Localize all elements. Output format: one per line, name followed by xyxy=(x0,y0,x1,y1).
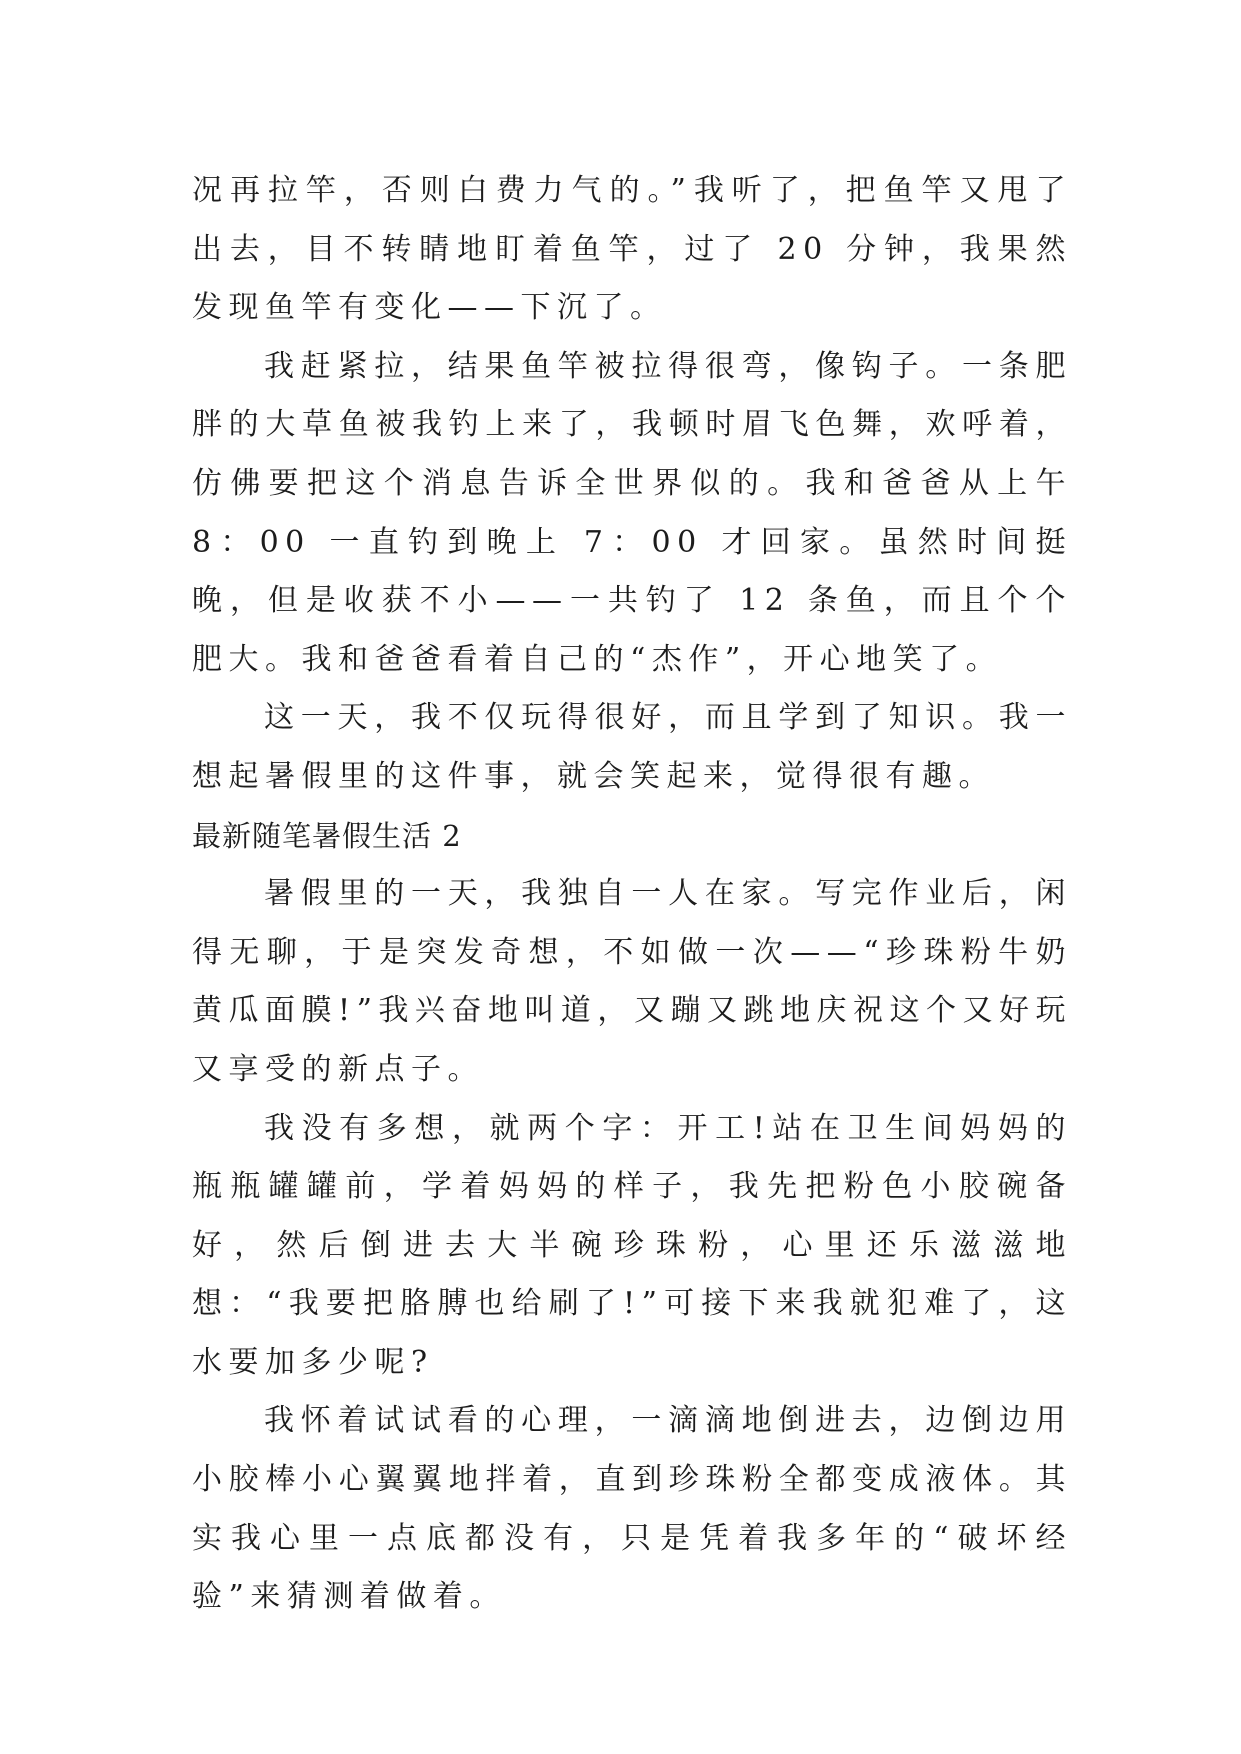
paragraph: 我没有多想，就两个字：开工!站在卫生间妈妈的瓶瓶罐罐前，学着妈妈的样子，我先把粉色小胶碗备好，然后倒进去大半碗珍珠粉，心里还乐滋滋地想：“我要把胳膊也给刷了!”可接下来我就犯难了，这水要加多少呢? xyxy=(192,1110,1072,1380)
paragraph: 我赶紧拉，结果鱼竿被拉得很弯，像钩子。一条肥胖的大草鱼被我钓上来了，我顿时眉飞色舞，欢呼着，仿佛要把这个消息告诉全世界似的。我和爸爸从上午 8：00 一直钓到晚上 7：00 才回家。虽然时间挺晚，但是收获不小——一共钓了 12 条鱼，而且个个肥大。我和爸爸看着自己的“杰作”，开心地笑了。 xyxy=(192,348,1072,677)
paragraph: 况再拉竿，否则白费力气的。”我听了，把鱼竿又甩了出去，目不转睛地盯着鱼竿，过了 20 分钟，我果然发现鱼竿有变化——下沉了。 xyxy=(192,173,1072,326)
document-page xyxy=(192,162,1072,1627)
paragraph: 这一天，我不仅玩得很好，而且学到了知识。我一想起暑假里的这件事，就会笑起来，觉得很有趣。 xyxy=(192,700,1072,794)
paragraph: 我怀着试试看的心理，一滴滴地倒进去，边倒边用小胶棒小心翼翼地拌着，直到珍珠粉全都变成液体。其实我心里一点底都没有，只是凭着我多年的“破坏经验”来猜测着做着。 xyxy=(192,1403,1072,1615)
section-heading: 最新随笔暑假生活 2 xyxy=(192,818,462,853)
paragraph: 暑假里的一天，我独自一人在家。写完作业后，闲得无聊，于是突发奇想，不如做一次——“珍珠粉牛奶黄瓜面膜!”我兴奋地叫道，又蹦又跳地庆祝这个又好玩又享受的新点子。 xyxy=(192,876,1072,1087)
